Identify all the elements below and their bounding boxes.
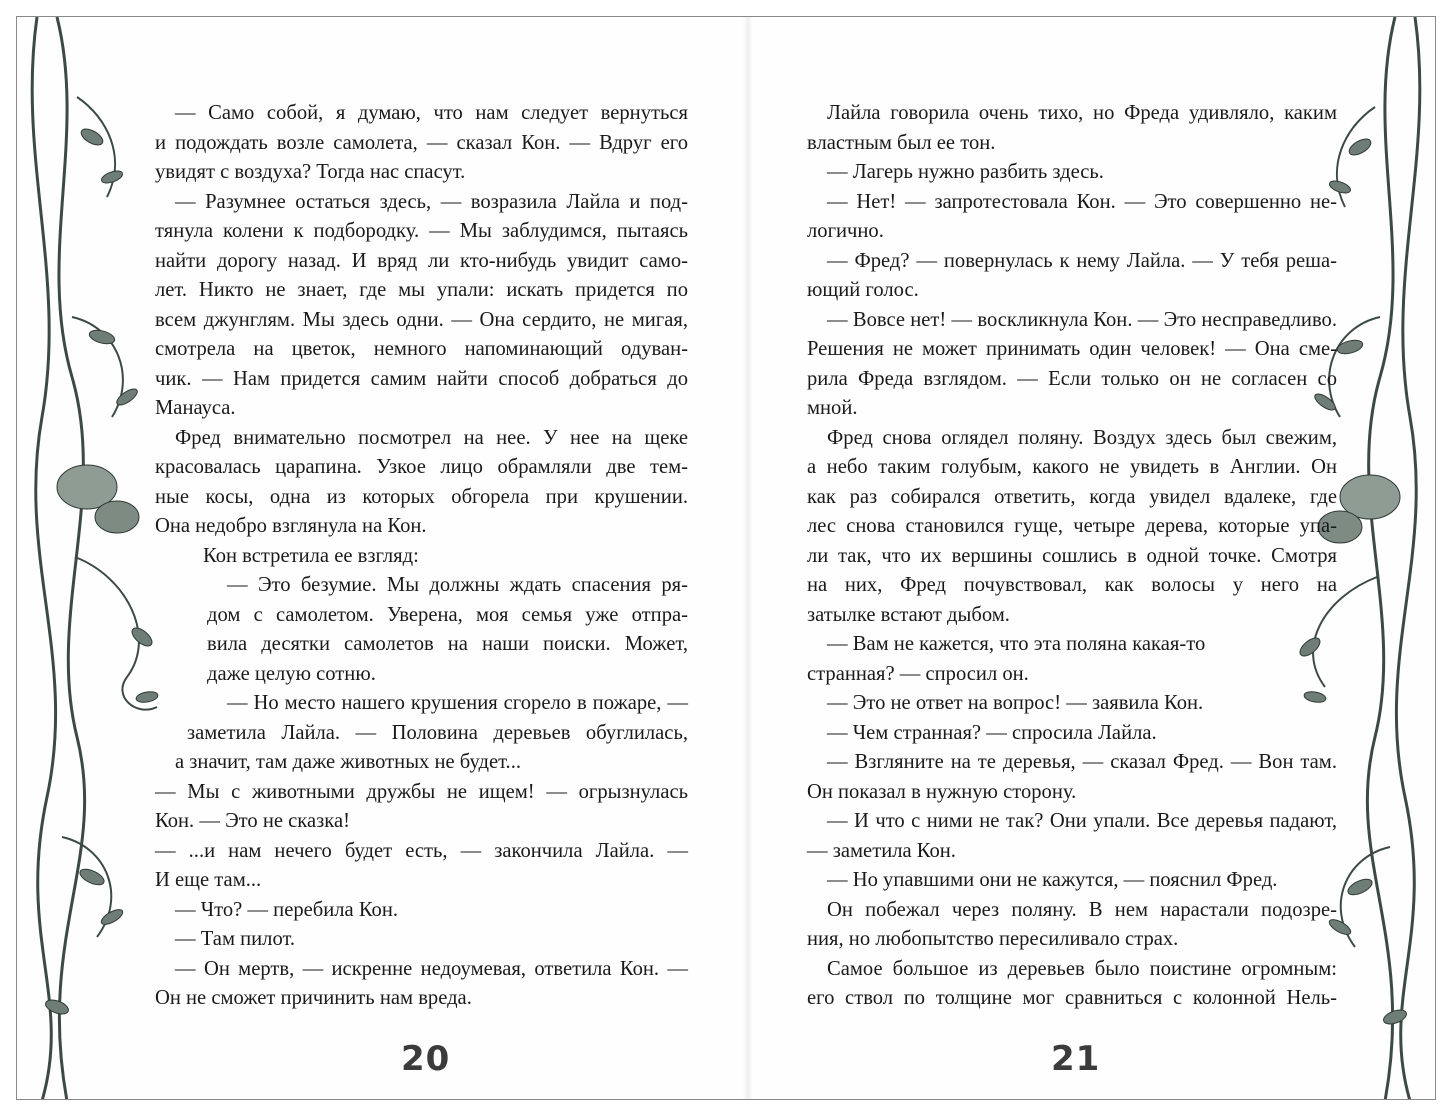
text-line: лес снова становился гуще, четыре дерева, которые упа-: [807, 515, 1337, 537]
text-line: ные косы, одна из которых обгорела при крушении.: [155, 485, 688, 508]
text-line: Фред внимательно посмотрел на нее. У нее на щеке: [175, 426, 688, 449]
text-line: на них, Фред почувствовал, как волосы у него на: [807, 574, 1337, 596]
text-line: затылке встают дыбом.: [807, 603, 1010, 626]
text-line: — Он мертв, — искренне недоумевая, ответила Кон. —: [175, 957, 688, 980]
text-line: тянула колени к подбородку. — Мы заблудимся, пытаясь: [155, 220, 688, 242]
text-line: — Фред? — повернулась к нему Лайла. — У тебя реша-: [827, 249, 1337, 272]
text-line: логично.: [807, 220, 884, 242]
text-line: заметила Лайла. — Половина деревьев обуглилась,: [187, 721, 688, 744]
text-line: лет. Никто не знает, где мы упали: искать придется по: [155, 279, 688, 301]
text-line: Она недобро взглянула на Кон.: [155, 515, 427, 537]
text-line: — Но место нашего крушения сгорело в пожаре, —: [227, 692, 688, 714]
text-line: Лайла говорила очень тихо, но Фреда удивляло, каким: [827, 102, 1337, 124]
text-line: найти дорогу назад. И вряд ли кто-нибудь увидит само-: [155, 249, 688, 272]
right-page-text: [807, 99, 1337, 1014]
text-line: его ствол по толщине мог сравниться с колонной Нель-: [807, 987, 1337, 1009]
text-line: Он побежал через поляну. В нем нарастали подозре-: [827, 898, 1337, 921]
text-line: Он показал в нужную сторону.: [807, 780, 1077, 803]
text-line: И еще там...: [155, 869, 262, 891]
text-line: странная? — спросил он.: [807, 662, 1029, 685]
text-line: ющий голос.: [807, 279, 919, 301]
text-line: Он не сможет причинить нам вреда.: [155, 987, 472, 1009]
book-gutter: [743, 17, 753, 1099]
text-line: смотрела на цветок, немного напоминающий одуван-: [155, 338, 688, 360]
text-line: — Но упавшими они не кажутся, — пояснил Фред.: [827, 869, 1278, 891]
text-line: чик. — Нам придется самим найти способ добраться до: [155, 367, 688, 390]
text-line: как раз собирался ответить, когда увидел вдалеке, где: [807, 485, 1337, 508]
text-line: — Это не ответ на вопрос! — заявила Кон.: [827, 692, 1204, 714]
text-line: всем джунглям. Мы здесь одни. — Она сердито, не мигая,: [155, 308, 688, 331]
text-line: вила десятки самолетов на наши поиски. Может,: [207, 633, 688, 655]
text-line: — ...и нам нечего будет есть, — закончила Лайла. —: [155, 839, 688, 862]
page-number-right: 21: [1051, 1039, 1101, 1079]
text-line: дом с самолетом. Уверена, моя семья уже отпра-: [207, 603, 688, 626]
text-line: — Это безумие. Мы должны ждать спасения ря-: [227, 574, 688, 596]
text-line: — Мы с животными дружбы не ищем! — огрызнулась: [155, 780, 688, 803]
left-page-text: [155, 99, 688, 1014]
text-line: увидят с воздуха? Тогда нас спасут.: [155, 161, 466, 183]
text-line: и подождать возле самолета, — сказал Кон. — Вдруг его: [155, 131, 688, 154]
text-line: Манауса.: [155, 397, 236, 419]
text-line: ли так, что их вершины сошлись в одной точке. Смотря: [807, 544, 1337, 567]
text-line: — Вовсе нет! — воскликнула Кон. — Это несправедливо.: [827, 308, 1337, 331]
text-line: — Нет! — запротестовала Кон. — Это совершенно не-: [827, 190, 1337, 213]
text-line: — Взгляните на те деревья, — сказал Фред. — Вон там.: [827, 751, 1337, 773]
text-line: — Там пилот.: [175, 928, 296, 950]
text-line: а небо таким голубым, какого не увидеть в Англии. Он: [807, 456, 1337, 478]
text-line: Самое большое из деревьев было поистине огромным:: [827, 957, 1337, 980]
text-line: Фред снова оглядел поляну. Воздух здесь был свежим,: [827, 426, 1337, 449]
text-line: а значит, там даже животных не будет...: [175, 751, 521, 773]
text-line: красовалась царапина. Узкое лицо обрамляли две тем-: [155, 456, 688, 478]
text-line: Кон. — Это не сказка!: [155, 810, 350, 832]
text-line: властным был ее тон.: [807, 131, 996, 154]
text-line: — заметила Кон.: [807, 839, 956, 862]
text-line: — И что с ними не так? Они упали. Все деревья падают,: [827, 810, 1337, 832]
text-line: — Чем странная? — спросила Лайла.: [827, 721, 1157, 744]
text-line: даже целую сотню.: [207, 662, 376, 685]
text-line: Кон встретила ее взгляд:: [203, 544, 419, 567]
text-line: ния, но любопытство пересиливало страх.: [807, 928, 1179, 950]
text-line: мной.: [807, 397, 858, 419]
text-line: — Что? — перебила Кон.: [175, 898, 399, 921]
text-line: — Разумнее остаться здесь, — возразила Лайла и под-: [175, 190, 688, 213]
text-line: — Вам не кажется, что эта поляна какая-то: [827, 633, 1206, 655]
book-spread: [16, 16, 1436, 1100]
vine-left-illustration: [17, 17, 167, 1100]
page-number-left: 20: [401, 1039, 451, 1079]
text-line: — Само собой, я думаю, что нам следует вернуться: [175, 102, 688, 124]
text-line: — Лагерь нужно разбить здесь.: [827, 161, 1104, 183]
text-line: Решения не может принимать один человек! — Она сме-: [807, 338, 1337, 360]
text-line: рила Фреда взглядом. — Если только он не согласен со: [807, 367, 1337, 390]
